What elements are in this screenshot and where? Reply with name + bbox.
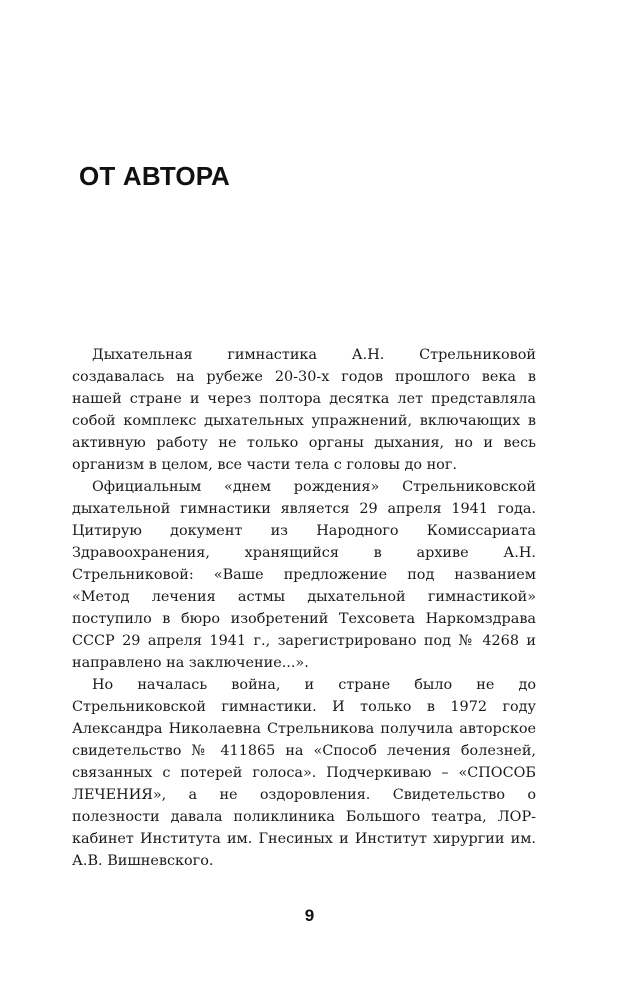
page-number: 9 bbox=[304, 906, 315, 925]
body-text bbox=[72, 344, 536, 872]
paragraph-2: Официальным «днем рождения» Стрельниковской дыхательной гимнастики является 29 апреля 1941 года. Цитирую документ из Народного Комиссариата Здравоохранения, хранящийся в архиве А.Н. Стрельниковой: «Ваше предложение под названием «Метод лечения астмы дыхательной гимнастикой» поступило в бюро изобретений Техсовета Наркомздрава СССР 29 апреля 1941 г., зарегистрировано под № 4268 и направлено на заключение...». bbox=[72, 479, 536, 671]
paragraph-3: Но началась война, и стране было не до Стрельниковской гимнастики. И только в 1972 году Александра Николаевна Стрельникова получила авторское свидетельство № 411865 на «Способ лечения болезней, связанных с потерей голоса». Подчеркиваю – «СПОСОБ ЛЕЧЕНИЯ», а не оздоровления. Свидетельство о полезности давала поликлиника Большого театра, ЛОР-кабинет Института им. Гнесиных и Институт хирургии им. А.В. Вишневского. bbox=[72, 677, 536, 869]
chapter-heading: ОТ АВТОРА bbox=[79, 161, 230, 191]
paragraph-1: Дыхательная гимнастика А.Н. Стрельниковой создавалась на рубеже 20-30-х годов прошлого века в нашей стране и через полтора десятка лет представляла собой комплекс дыхательных упражнений, включающих в активную работу не только органы дыхания, но и весь организм в целом, все части тела с головы до ног. bbox=[72, 347, 536, 473]
